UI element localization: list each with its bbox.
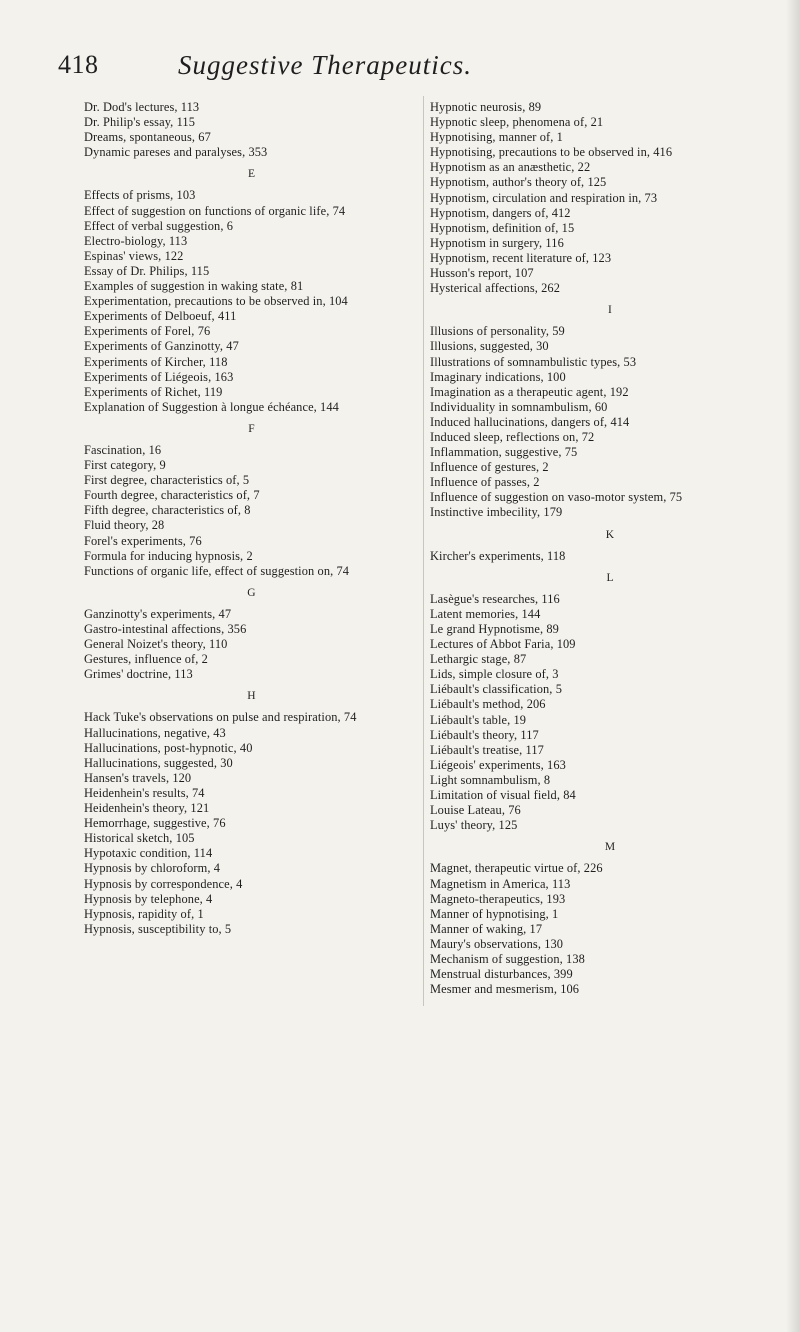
index-entry: Hypnotic sleep, phenomena of, 21	[430, 115, 604, 130]
index-entry: Influence of suggestion on vaso-motor system, 75	[430, 490, 683, 505]
index-entry: Heidenhein's theory, 121	[84, 801, 210, 816]
index-entry: Liébault's classification, 5	[430, 682, 562, 697]
index-entry: Hallucinations, negative, 43	[84, 725, 226, 740]
index-section-letter: M	[604, 841, 616, 854]
index-entry: Hypnosis by correspondence, 4	[84, 876, 243, 891]
index-entry: Magnet, therapeutic virtue of, 226	[430, 861, 603, 876]
index-entry: Maury's observations, 130	[430, 936, 564, 951]
index-entry: Hypnotism, definition of, 15	[430, 220, 575, 235]
index-entry: Magnetism in America, 113	[430, 876, 571, 891]
index-entry: Hypnotic neurosis, 89	[430, 100, 542, 114]
index-entry: Hypnosis, susceptibility to, 5	[84, 921, 232, 936]
index-section-letter: H	[247, 690, 256, 703]
index-entry: Functions of organic life, effect of suggestion on, 74	[84, 563, 350, 578]
index-entry: Effect of verbal suggestion, 6	[84, 218, 234, 233]
index-entry: Mechanism of suggestion, 138	[430, 951, 585, 966]
index-entry: Hypnotism in surgery, 116	[430, 235, 564, 250]
index-entry: Liégeois' experiments, 163	[430, 757, 566, 772]
index-entry: Manner of waking, 17	[430, 921, 543, 936]
index-entry: Espinas' views, 122	[84, 248, 184, 263]
index-entry: Experiments of Kircher, 118	[84, 354, 228, 369]
index-entry: Imagination as a therapeutic agent, 192	[430, 384, 629, 399]
index-entry: Illustrations of somnambulistic types, 53	[430, 354, 637, 369]
index-entry: Experiments of Forel, 76	[84, 324, 211, 339]
index-entry: Experiments of Richet, 119	[84, 384, 223, 399]
index-entry: Effects of prisms, 103	[84, 188, 196, 203]
index-entry: Lethargic stage, 87	[430, 652, 527, 667]
index-entry: First degree, characteristics of, 5	[84, 473, 250, 488]
index-entry: Individuality in somnambulism, 60	[430, 399, 608, 414]
index-entry: Lids, simple closure of, 3	[430, 667, 559, 682]
index-entry: Gastro-intestinal affections, 356	[84, 622, 247, 636]
index-column-left	[84, 100, 419, 937]
index-entry: Dr. Dod's lectures, 113	[84, 100, 200, 114]
index-entry: Essay of Dr. Philips, 115	[84, 263, 210, 278]
index-section-letter: L	[606, 571, 614, 584]
index-entry: Formula for inducing hypnosis, 2	[84, 548, 253, 563]
index-entry: Illusions of personality, 59	[430, 324, 565, 339]
page-edge-shadow	[786, 0, 800, 1332]
index-entry: Experimentation, precautions to be observed in, 104	[84, 294, 348, 309]
index-entry: Dreams, spontaneous, 67	[84, 130, 211, 145]
index-entry: Hypnotism, dangers of, 412	[430, 205, 571, 220]
index-entry: Fourth degree, characteristics of, 7	[84, 488, 260, 503]
running-title: Suggestive Therapeutics.	[178, 50, 472, 80]
index-entry: Lasègue's researches, 116	[430, 591, 560, 606]
index-entry: Hansen's travels, 120	[84, 770, 192, 785]
index-entry: Manner of hypnotising, 1	[430, 906, 559, 921]
index-entry: Latent memories, 144	[430, 606, 541, 621]
index-column-right	[430, 100, 790, 997]
index-entry: Hypnotising, manner of, 1	[430, 130, 563, 145]
index-entry: Dr. Philip's essay, 115	[84, 115, 196, 130]
index-entry: Instinctive imbecility, 179	[430, 505, 563, 520]
index-entry: Dynamic pareses and paralyses, 353	[84, 145, 268, 160]
index-entry: Le grand Hypnotisme, 89	[430, 622, 559, 636]
index-entry: Hemorrhage, suggestive, 76	[84, 816, 226, 831]
index-entry: Hypotaxic condition, 114	[84, 846, 213, 861]
index-entry: Hypnosis by chloroform, 4	[84, 861, 221, 876]
index-entry: Hypnotism, circulation and respiration in, 73	[430, 190, 658, 205]
index-entry: Grimes' doctrine, 113	[84, 667, 193, 682]
index-entry: First category, 9	[84, 458, 166, 473]
index-entry: Hypnotism as an anæsthetic, 22	[430, 160, 591, 175]
index-entry: Hack Tuke's observations on pulse and respiration, 74	[84, 710, 357, 725]
index-entry: Imaginary indications, 100	[430, 369, 566, 384]
index-entry: Experiments of Liégeois, 163	[84, 369, 234, 384]
index-section-letter: G	[247, 586, 256, 599]
index-entry: Hypnotising, precautions to be observed in, 416	[430, 145, 673, 160]
index-entry: Liébault's theory, 117	[430, 727, 539, 742]
index-section-letter: K	[605, 528, 615, 541]
index-entry: Historical sketch, 105	[84, 831, 195, 846]
index-entry: Light somnambulism, 8	[430, 772, 551, 787]
index-entry: Hypnotism, recent literature of, 123	[430, 250, 612, 265]
index-entry: Hypnosis, rapidity of, 1	[84, 906, 204, 921]
index-entry: Experiments of Ganzinotty, 47	[84, 339, 239, 354]
index-entry: Electro-biology, 113	[84, 233, 188, 248]
index-entry: Hallucinations, post-hypnotic, 40	[84, 740, 253, 755]
index-entry: Inflammation, suggestive, 75	[430, 445, 578, 460]
index-entry: Examples of suggestion in waking state, 81	[84, 279, 304, 294]
index-entry: Hypnotism, author's theory of, 125	[430, 175, 607, 190]
index-section-letter: F	[248, 422, 255, 435]
index-entry: Influence of gestures, 2	[430, 460, 549, 475]
index-entry: Ganzinotty's experiments, 47	[84, 606, 232, 621]
index-entry: Limitation of visual field, 84	[430, 788, 576, 803]
index-entry: Hallucinations, suggested, 30	[84, 755, 233, 770]
index-entry: Hysterical affections, 262	[430, 281, 561, 296]
index-entry: Heidenhein's results, 74	[84, 785, 205, 800]
column-divider	[423, 96, 424, 1006]
page-number: 418	[58, 50, 99, 79]
index-entry: General Noizet's theory, 110	[84, 637, 228, 652]
index-entry: Induced hallucinations, dangers of, 414	[430, 414, 630, 429]
index-entry: Gestures, influence of, 2	[84, 652, 208, 667]
index-entry: Effect of suggestion on functions of organic life, 74	[84, 203, 346, 218]
index-entry: Magneto-therapeutics, 193	[430, 891, 566, 906]
index-entry: Liébault's treatise, 117	[430, 742, 544, 757]
page-header	[58, 50, 758, 90]
index-entry: Menstrual disturbances, 399	[430, 967, 573, 982]
index-entry: Husson's report, 107	[430, 266, 534, 281]
index-entry: Fascination, 16	[84, 442, 162, 457]
index-entry: Lectures of Abbot Faria, 109	[430, 637, 576, 652]
index-entry: Hypnosis by telephone, 4	[84, 891, 213, 906]
index-entry: Experiments of Delboeuf, 411	[84, 309, 237, 324]
index-entry: Mesmer and mesmerism, 106	[430, 982, 580, 997]
index-section-letter: I	[608, 304, 612, 317]
index-entry: Fifth degree, characteristics of, 8	[84, 503, 251, 518]
index-section-letter: E	[247, 168, 256, 181]
index-entry: Kircher's experiments, 118	[430, 548, 566, 563]
index-entry: Explanation of Suggestion à longue échéance, 144	[84, 399, 339, 414]
index-entry: Forel's experiments, 76	[84, 533, 202, 548]
index-entry: Fluid theory, 28	[84, 518, 165, 533]
index-entry: Liébault's table, 19	[430, 712, 527, 727]
index-entry: Illusions, suggested, 30	[430, 339, 549, 354]
index-entry: Influence of passes, 2	[430, 475, 540, 490]
index-entry: Liébault's method, 206	[430, 697, 546, 712]
index-entry: Luys' theory, 125	[430, 818, 518, 833]
index-entry: Louise Lateau, 76	[430, 803, 521, 818]
index-entry: Induced sleep, reflections on, 72	[430, 429, 595, 444]
